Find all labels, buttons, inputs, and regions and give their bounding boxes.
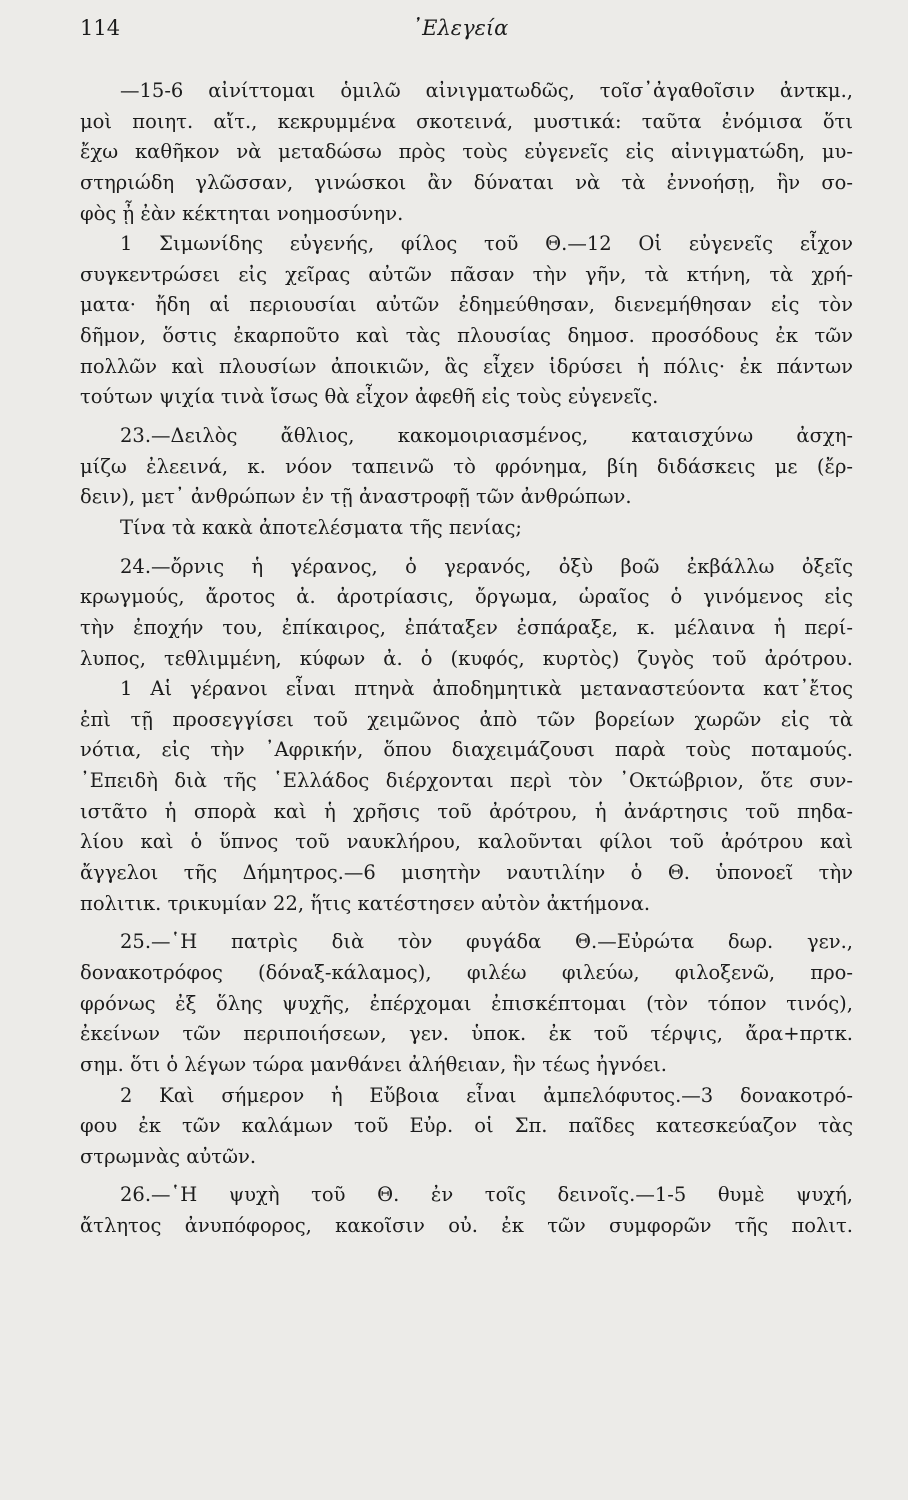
text-line: τούτων ψιχία τινὰ ἴσως θὰ εἶχον ἀφεθῆ εἰς τοὺς εὐγενεῖς. (80, 385, 659, 409)
text-line: ἐκείνων τῶν περιποιήσεων, γεν. ὑποκ. ἐκ τοῦ τέρψις, ἄρα+πρτκ. (80, 1022, 853, 1046)
text-line: συγκεντρώσει εἰς χεῖρας αὐτῶν πᾶσαν τὴν γῆν, τὰ κτήνη, τὰ χρή- (80, 262, 853, 286)
text-line: ἄτλητος ἀνυπόφορος, κακοῖσιν οὐ. ἐκ τῶν συμφορῶν τῆς πολιτ. (80, 1214, 853, 1238)
text-line: μίζω ἐλεεινά, κ. νόον ταπεινῶ τὸ φρόνημα, βίη διδάσκεις με (ἔρ- (80, 454, 853, 478)
text-line: λίου καὶ ὁ ὕπνος τοῦ ναυκλήρου, καλοῦνται φίλοι τοῦ ἀρότρου καὶ (80, 830, 853, 854)
text-line: 24.—ὄρνις ἡ γέρανος, ὁ γερανός, ὀξὺ βοῶ ἐκβάλλω ὀξεῖς (120, 554, 853, 578)
text-line: φὸς ᾖ ἐὰν κέκτηται νοημοσύνην. (80, 201, 404, 225)
text-line: 25.—῾Η πατρὶς διὰ τὸν φυγάδα Θ.—Εὐρώτα δωρ. γεν., (120, 930, 853, 954)
page-header (80, 16, 840, 52)
running-title: ᾿Ελεγεία (411, 16, 509, 40)
text-line: στηριώδη γλῶσσαν, γινώσκοι ἂν δύναται νὰ τὰ ἐννοήσῃ, ἣν σο- (80, 170, 853, 194)
text-line: κρωγμούς, ἄροτος ἀ. ἀροτρίασις, ὄργωμα, ὡραῖος ὁ γινόμενος εἰς (80, 585, 853, 609)
text-line: ἄγγελοι τῆς Δήμητρος.—6 μισητὴν ναυτιλίην ὁ Θ. ὑπονοεῖ τὴν (80, 861, 853, 885)
page-number: 114 (80, 16, 121, 40)
text-line: τὴν ἐποχήν του, ἐπίκαιρος, ἐπάταξεν ἐσπάραξε, κ. μέλαινα ἡ περί- (80, 615, 853, 639)
text-line: μοὶ ποιητ. αἴτ., κεκρυμμένα σκοτεινά, μυστικά: ταῦτα ἐνόμισα ὅτι (80, 109, 853, 133)
page-body (80, 76, 853, 1242)
text-line: 23.—Δειλὸς ἄθλιος, κακομοιριασμένος, καταισχύνω ἀσχη- (120, 424, 853, 448)
text-line: δειν), μετ᾿ ἀνθρώπων ἐν τῇ ἀναστροφῇ τῶν ἀνθρώπων. (80, 485, 632, 509)
text-line: στρωμνὰς αὐτῶν. (80, 1144, 257, 1168)
text-line: πολιτικ. τρικυμίαν 22, ἥτις κατέστησεν αὐτὸν ἀκτήμονα. (80, 891, 651, 915)
text-line: Τίνα τὰ κακὰ ἀποτελέσματα τῆς πενίας; (120, 515, 522, 539)
text-line: ματα· ἤδη αἱ περιουσίαι αὐτῶν ἐδημεύθησαν, διενεμήθησαν εἰς τὸν (80, 293, 853, 317)
text-line: —15-6 αἰνίττομαι ὁμιλῶ αἰνιγματωδῶς, τοῖσ᾿ἀγαθοῖσιν ἀντκμ., (120, 79, 853, 102)
text-line: πολλῶν καὶ πλουσίων ἀποικιῶν, ἃς εἶχεν ἱδρύσει ἡ πόλις· ἐκ πάντων (80, 354, 853, 378)
text-line: 26.—῾Η ψυχὴ τοῦ Θ. ἐν τοῖς δεινοῖς.—1-5 θυμὲ ψυχή, (120, 1183, 853, 1207)
text-line: δονακοτρόφος (δόναξ-κάλαμος), φιλέω φιλεύω, φιλοξενῶ, προ- (80, 960, 853, 984)
text-line: ἐπὶ τῇ προσεγγίσει τοῦ χειμῶνος ἀπὸ τῶν βορείων χωρῶν εἰς τὰ (80, 707, 853, 731)
text-line: δῆμον, ὅστις ἐκαρποῦτο καὶ τὰς πλουσίας δημοσ. προσόδους ἐκ τῶν (80, 324, 853, 348)
text-line: ἔχω καθῆκον νὰ μεταδώσω πρὸς τοὺς εὐγενεῖς εἰς αἰνιγματώδη, μυ- (80, 140, 853, 164)
text-line: 2 Καὶ σήμερον ἡ Εὔβοια εἶναι ἀμπελόφυτος.—3 δονακοτρό- (120, 1083, 853, 1107)
text-line: νότια, εἰς τὴν ᾿Αφρικήν, ὅπου διαχειμάζουσι παρὰ τοὺς ποταμούς. (80, 738, 853, 762)
text-line: φου ἐκ τῶν καλάμων τοῦ Εὐρ. οἱ Σπ. παῖδες κατεσκεύαζον τὰς (80, 1114, 853, 1138)
text-line: 1 Αἱ γέρανοι εἶναι πτηνὰ ἀποδημητικὰ μεταναστεύοντα κατ᾿ἔτος (120, 677, 853, 701)
text-line: ᾿Επειδὴ διὰ τῆς ῾Ελλάδος διέρχονται περὶ τὸν ᾿Οκτώβριον, ὅτε συν- (80, 769, 853, 793)
text-line: ιστᾶτο ἡ σπορὰ καὶ ἡ χρῆσις τοῦ ἀρότρου, ἡ ἀνάρτησις τοῦ πηδα- (80, 799, 853, 823)
text-line: 1 Σιμωνίδης εὐγενής, φίλος τοῦ Θ.—12 Οἱ εὐγενεῖς εἶχον (120, 232, 853, 256)
text-line: σημ. ὅτι ὁ λέγων τώρα μανθάνει ἀλήθειαν, ἣν τέως ἠγνόει. (80, 1052, 668, 1076)
text-line: φρόνως ἐξ ὅλης ψυχῆς, ἐπέρχομαι ἐπισκέπτομαι (τὸν τόπον τινός), (80, 991, 853, 1015)
text-line: λυπος, τεθλιμμένη, κύφων ἀ. ὁ (κυφός, κυρτὸς) ζυγὸς τοῦ ἀρότρου. (80, 646, 853, 670)
